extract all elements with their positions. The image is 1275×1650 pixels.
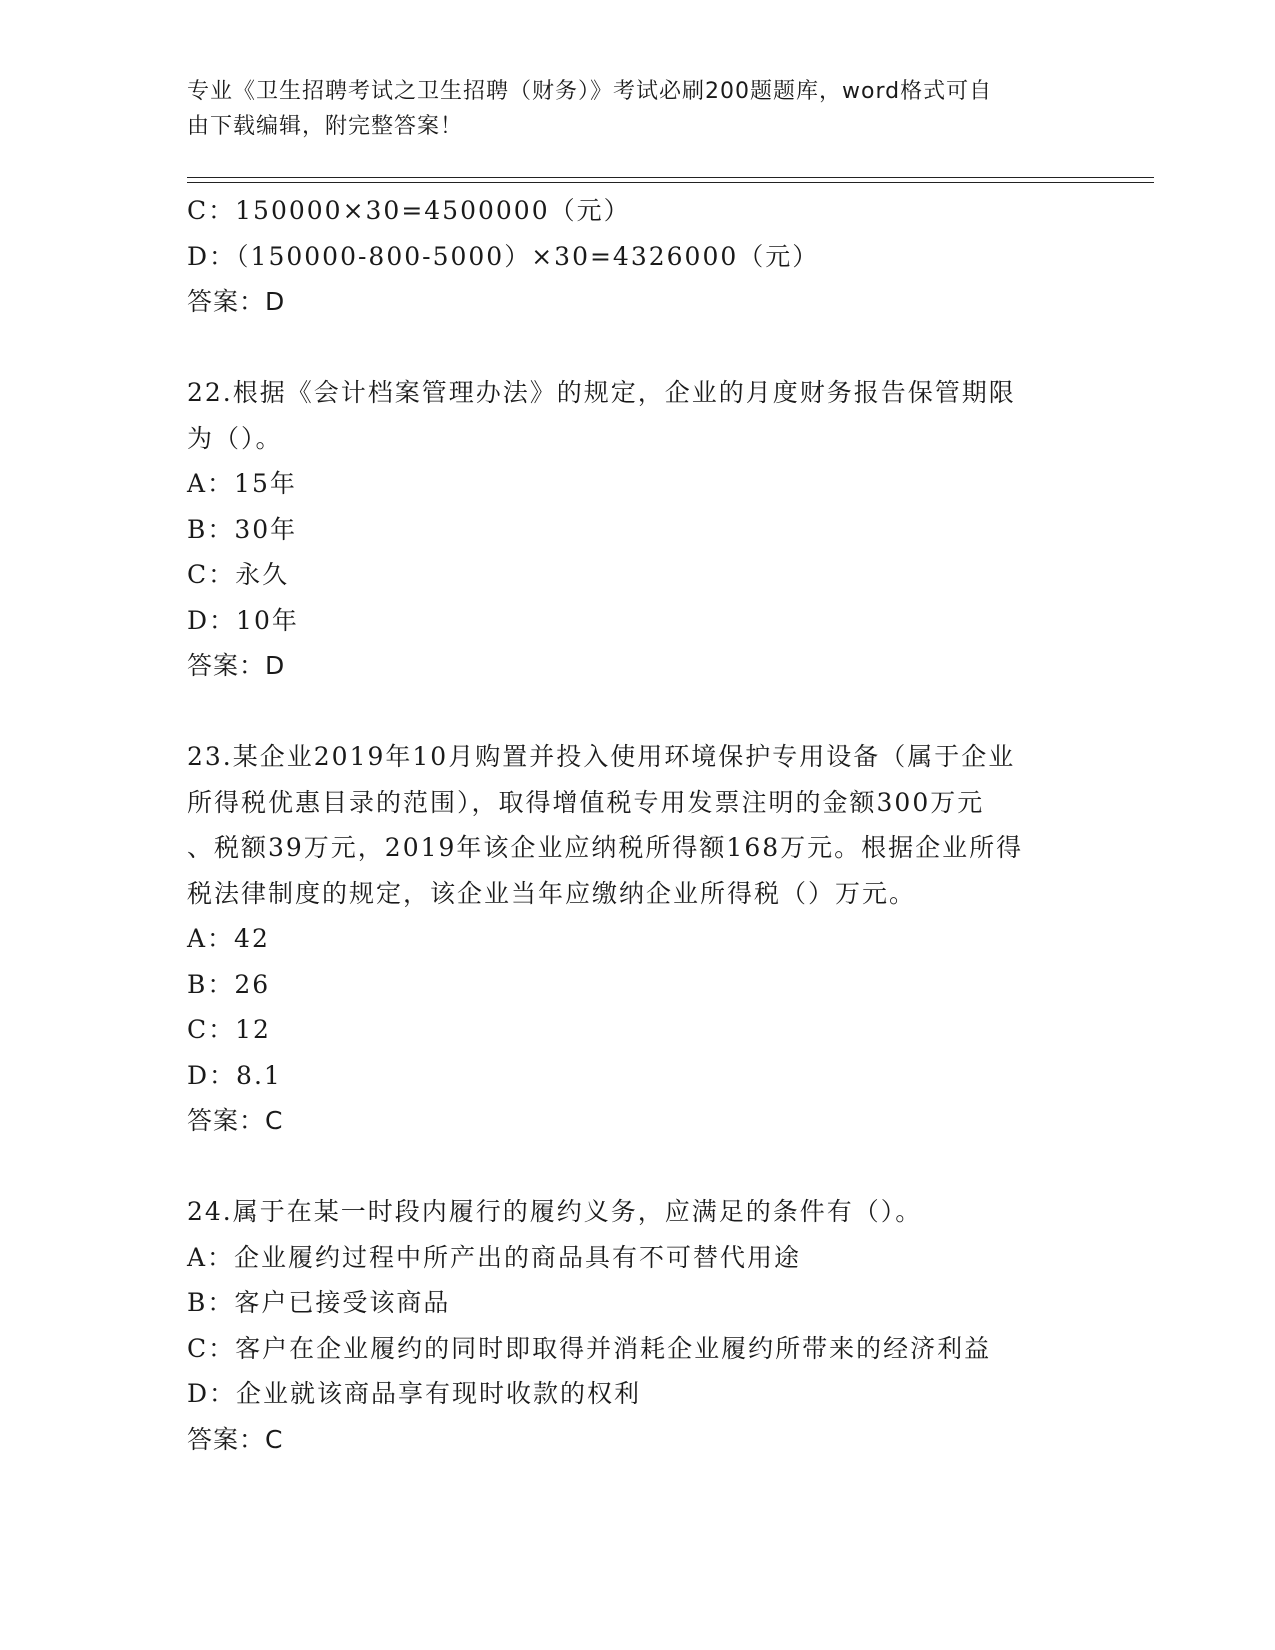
option-b: B：26 <box>187 969 271 999</box>
option-d: D：（150000-800-5000）×30=4326000（元） <box>187 241 820 271</box>
stem-line: 为（）。 <box>187 423 283 453</box>
option-c: C：150000×30=4500000（元） <box>187 196 631 225</box>
option-a: A：企业履约过程中所产出的商品具有不可替代用途 <box>187 1242 802 1272</box>
spacer <box>187 1144 1087 1190</box>
stem-line: 、税额39万元，2019年该企业应纳税所得额168万元。根据企业所得 <box>187 833 1024 862</box>
header-line-2: 由下载编辑，附完整答案！ <box>187 114 464 139</box>
question-24 <box>187 1189 1087 1462</box>
answer-line: 答案：C <box>187 1424 284 1454</box>
stem-line: 税法律制度的规定，该企业当年应缴纳企业所得税（）万元。 <box>187 878 917 908</box>
option-a: A：15年 <box>187 469 297 498</box>
question-content <box>187 188 1087 1462</box>
header-line-1: 专业《卫生招聘考试之卫生招聘（财务）》考试必刷200题题库，word格式可自 <box>187 79 993 104</box>
option-c: C：客户在企业履约的同时即取得并消耗企业履约所带来的经济利益 <box>187 1333 992 1363</box>
question-stem <box>187 1189 1087 1235</box>
stem-line: 所得税优惠目录的范围），取得增值税专用发票注明的金额300万元 <box>187 787 985 817</box>
stem-line: 24.属于在某一时段内履行的履约义务，应满足的条件有（）。 <box>187 1197 923 1226</box>
option-d: D：8.1 <box>187 1060 282 1090</box>
header-rule-bottom <box>187 182 1154 183</box>
question-22 <box>187 370 1087 689</box>
option-d: D：10年 <box>187 605 299 635</box>
spacer <box>187 689 1087 735</box>
option-c: C：永久 <box>187 560 290 589</box>
option-a: A：42 <box>187 924 270 953</box>
stem-line: 23.某企业2019年10月购置并投入使用环境保护专用设备（属于企业 <box>187 742 1016 771</box>
question-stem <box>187 734 1087 916</box>
option-b: B：30年 <box>187 514 298 544</box>
stem-line: 22.根据《会计档案管理办法》的规定，企业的月度财务报告保管期限 <box>187 378 1016 407</box>
answer-line: 答案：C <box>187 1106 284 1135</box>
answer-line: 答案：D <box>187 651 286 680</box>
page-header <box>187 74 1067 144</box>
question-21-tail <box>187 188 1087 325</box>
question-stem <box>187 370 1087 461</box>
answer-line: 答案：D <box>187 287 286 316</box>
option-d: D：企业就该商品享有现时收款的权利 <box>187 1379 642 1408</box>
header-rule-top <box>187 177 1154 178</box>
option-c: C：12 <box>187 1015 271 1044</box>
spacer <box>187 325 1087 371</box>
option-b: B：客户已接受该商品 <box>187 1288 451 1317</box>
question-23 <box>187 734 1087 1144</box>
